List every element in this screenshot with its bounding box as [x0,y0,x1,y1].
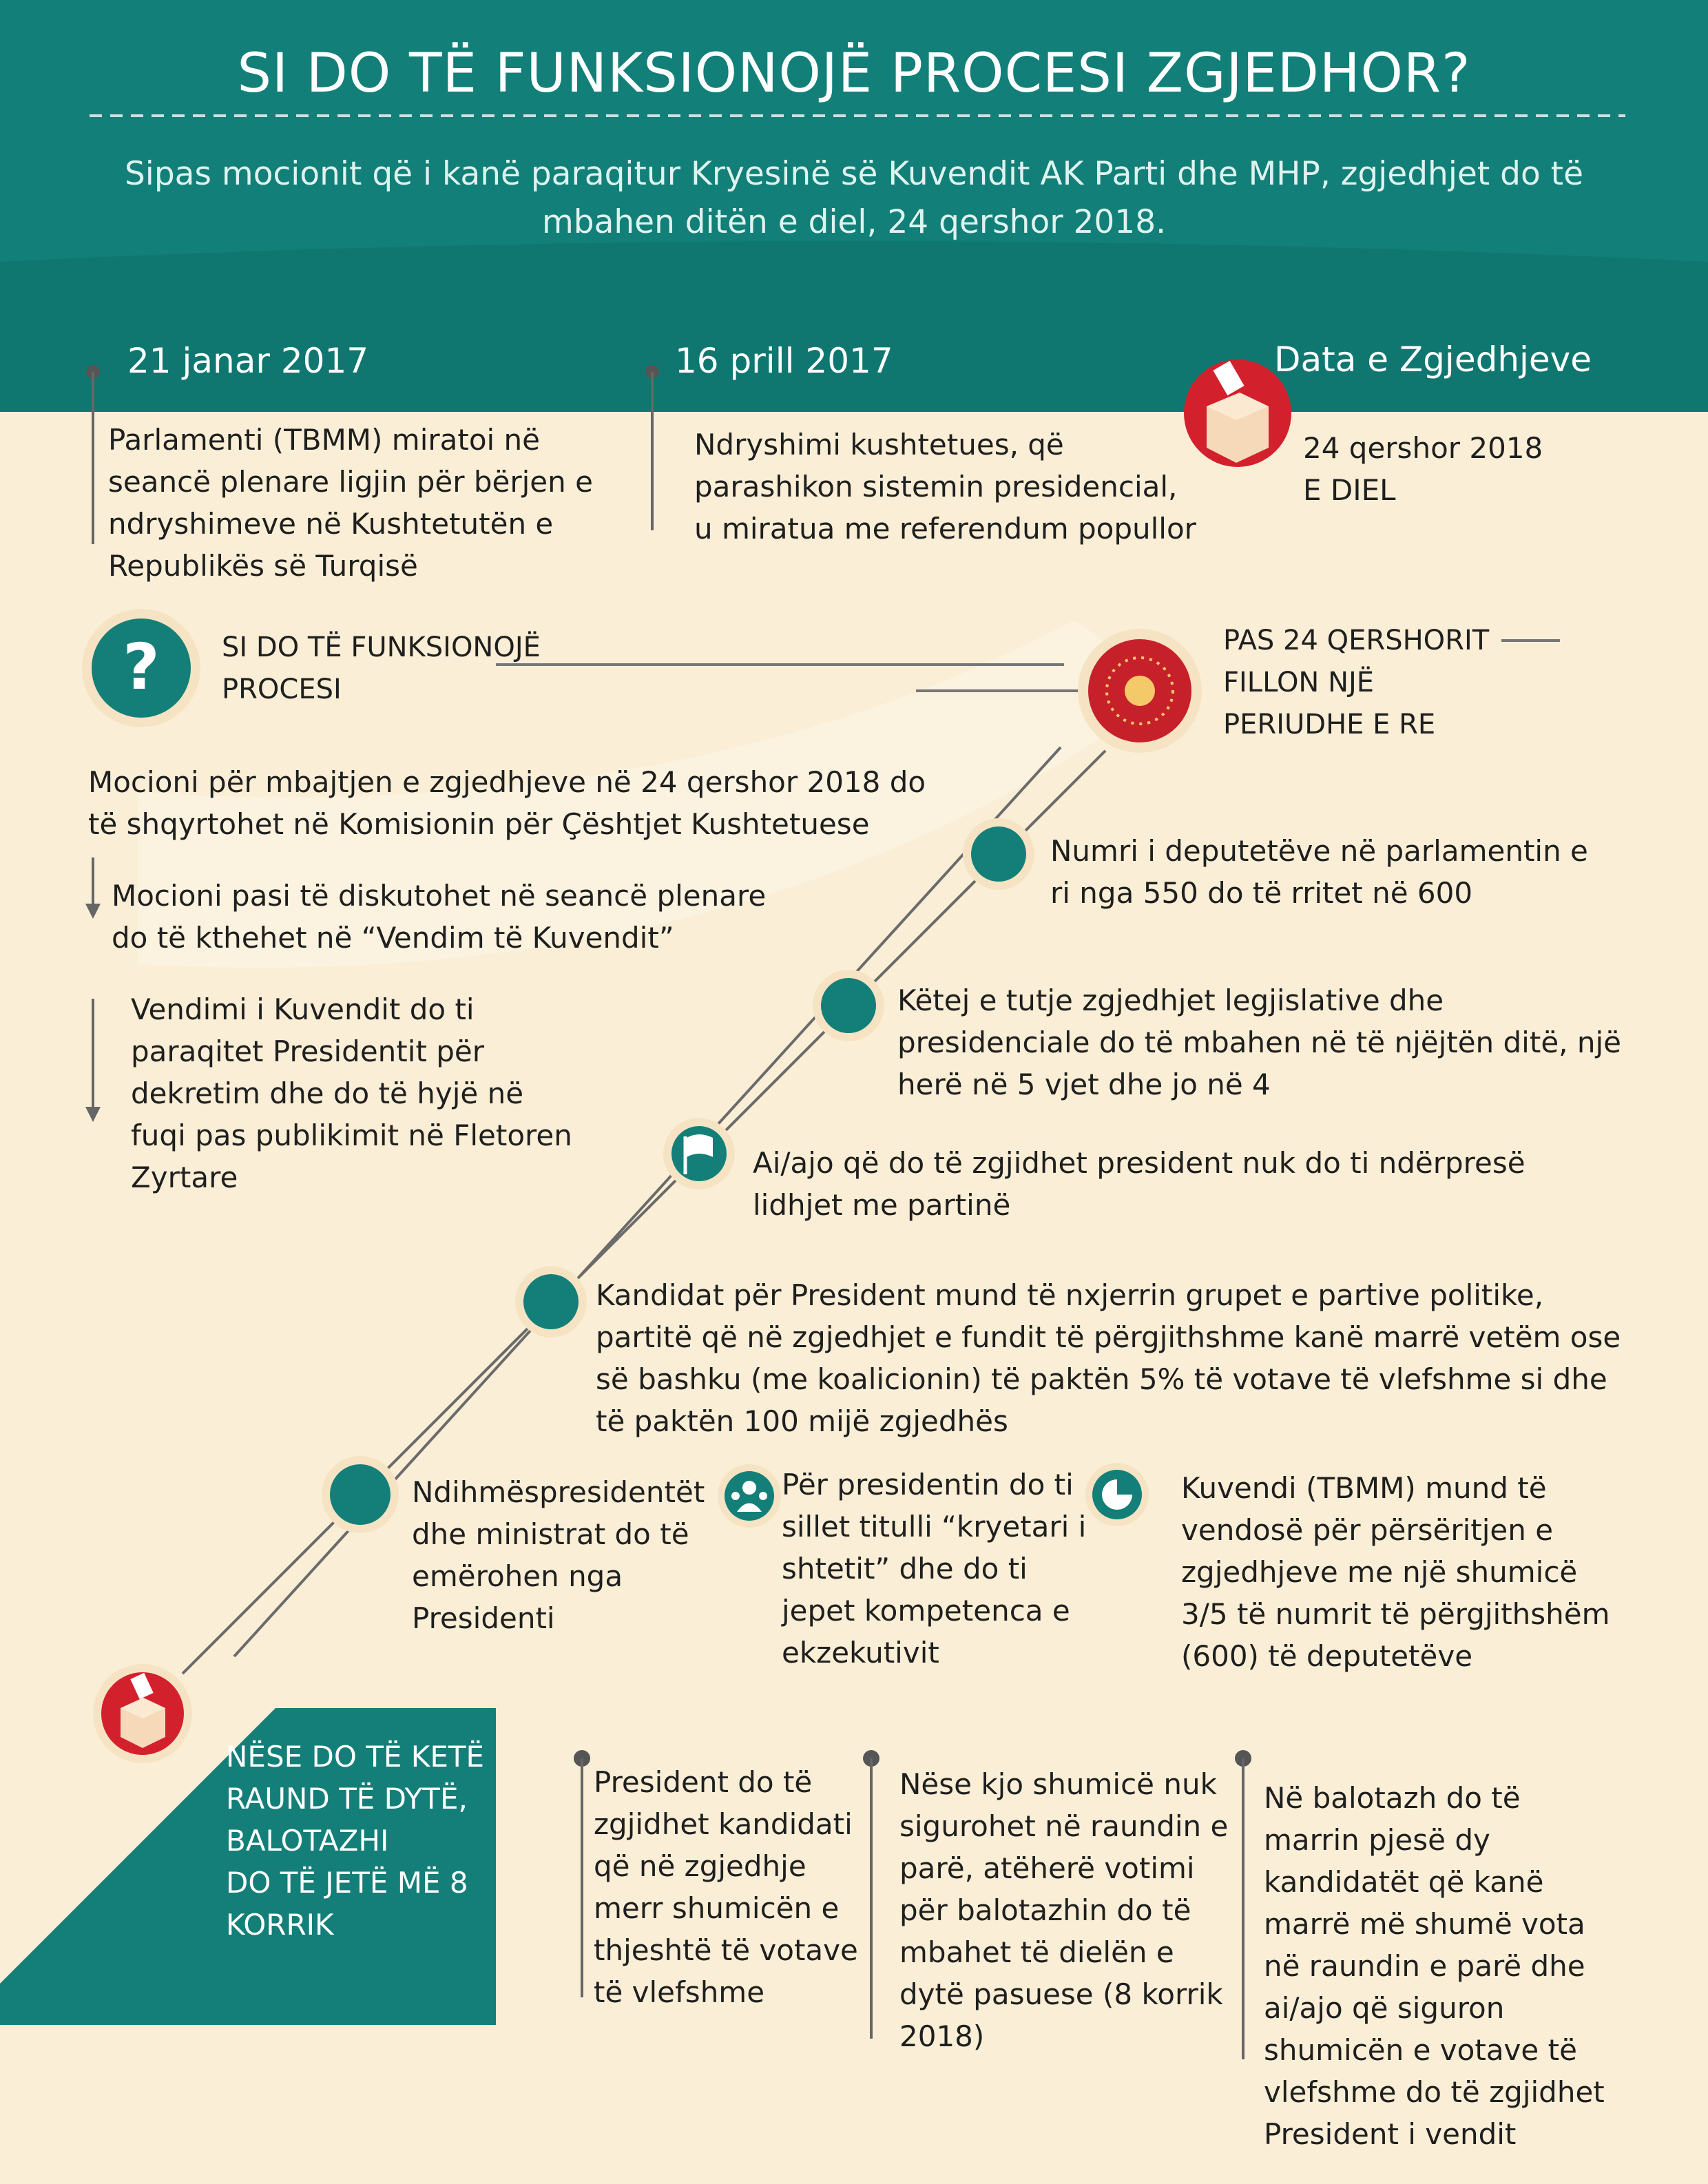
after-item-7: Kuvendi (TBMM) mund të vendosë për përsëritjen e zgjedhjeve me një shumicë 3/5 të numrit të përgjithshëm (600) të deputetëve [1181,1471,1610,1673]
after-heading-line2: FILLON NJË [1223,667,1375,698]
after-item-6: Për presidentin do ti sillet titulli “kryetari i shtetit” dhe do ti jepet kompetenca e ekzekutivit [782,1468,1087,1670]
node-2 [813,970,884,1041]
second-round-line3: BALOTAZHI [226,1824,389,1858]
node-4 [515,1266,587,1338]
after-heading-line1: PAS 24 QERSHORIT [1223,625,1490,656]
event-1-text: Parlamenti (TBMM) miratoi në seancë plenare ligjin për bërjen e ndryshimeve në Kushtetutën e Republikës së Turqisë [108,423,593,583]
election-label: Data e Zgjedhjeve [1274,340,1592,379]
second-round-line5: KORRIK [226,1908,334,1942]
event-2-date: 16 prill 2017 [675,341,893,381]
node-5 [322,1456,399,1533]
svg-text:?: ? [123,630,160,704]
arrow-2-head [85,1107,101,1122]
second-round-line4: DO TË JETË MË 8 [226,1866,468,1900]
after-item-2: Këtej e tutje zgjedhjet legjislative dhe presidenciale do të mbahen në të njëjtën ditë, një herë në 5 vjet dhe jo në 4 [897,984,1621,1101]
after-item-1: Numri i deputetëve në parlamentin e ri nga 550 do të rritet në 600 [1050,834,1588,910]
second-round-col-1: President do të zgjidhet kandidati që në zgjedhje merr shumicën e thjeshtë të votave të vlefshme [594,1765,858,2009]
second-round-line2: RAUND TË DYTË, [226,1782,468,1816]
flag-icon [663,1118,735,1189]
ballot-box-icon-bottom [93,1664,192,1763]
page-title: SI DO TË FUNKSIONOJË PROCESI ZGJEDHOR? [237,43,1471,105]
question-icon [82,609,200,727]
event-2-text: Ndryshimi kushtetues, që parashikon sistemin presidencial, u miratua me referendum popullor [694,428,1196,545]
people-icon [718,1464,781,1528]
process-heading-line2: PROCESI [222,674,342,705]
process-heading-line1: SI DO TË FUNKSIONOJË [222,632,541,663]
after-heading-line3: PERIUDHE E RE [1223,709,1436,740]
presidential-seal-icon [1078,629,1202,753]
after-item-5: Ndihmëspresidentët dhe ministrat do të emërohen nga Presidenti [412,1475,705,1635]
node-1 [963,818,1034,890]
second-round-line1: NËSE DO TË KETË [226,1740,485,1774]
second-round-col-3: Në balotazh do të marrin pjesë dy kandidatët që kanë marrë më shumë vota në raundin e parë dhe ai/ajo që siguron shumicën e votave të vlefshme do të zgjidhet President i vendit [1264,1781,1605,2151]
header-band-lower [0,241,1708,412]
election-day: E DIEL [1303,473,1396,507]
after-item-3: Ai/ajo që do të zgjidhet president nuk do ti ndërpresë lidhjet me partinë [753,1146,1525,1222]
after-item-4: Kandidat për President mund të nxjerrin grupet e partive politike, partitë që në zgjedhjet e fundit të përgjithshme kanë marrë vetëm ose së bashku (me koalicionin) të paktën 5% të votave të vlefshme si dhe të paktën 100 mijë zgjedhës [596,1278,1621,1438]
event-1-date: 21 janar 2017 [127,341,369,381]
page-subtitle: Sipas mocionit që i kanë paraqitur Kryesinë së Kuvendit AK Parti dhe MHP, zgjedhjet do të mbahen ditën e diel, 24 qershor 2018. [124,155,1584,241]
arrow-1-head [85,904,101,919]
second-round-col-2: Nëse kjo shumicë nuk sigurohet në raundin e parë, atëherë votimi për balotazhin do të mbahet të dielën e dytë pasuese (8 korrik 2018) [899,1767,1229,2053]
second-round-heading [226,1736,501,1946]
election-date: 24 qershor 2018 [1303,431,1543,465]
process-step-2: Mocioni pasi të diskutohet në seancë plenare do të kthehet në “Vendim të Kuvendit” [112,879,767,955]
process-step-3: Vendimi i Kuvendit do ti paraqitet Presidentit për dekretim dhe do të hyjë në fuqi pas publikimit në Fletoren Zyrtare [131,992,572,1194]
process-step-1: Mocioni për mbajtjen e zgjedhjeve në 24 qershor 2018 do të shqyrtohet në Komisionin për Çështjet Kushtetuese [88,765,926,841]
